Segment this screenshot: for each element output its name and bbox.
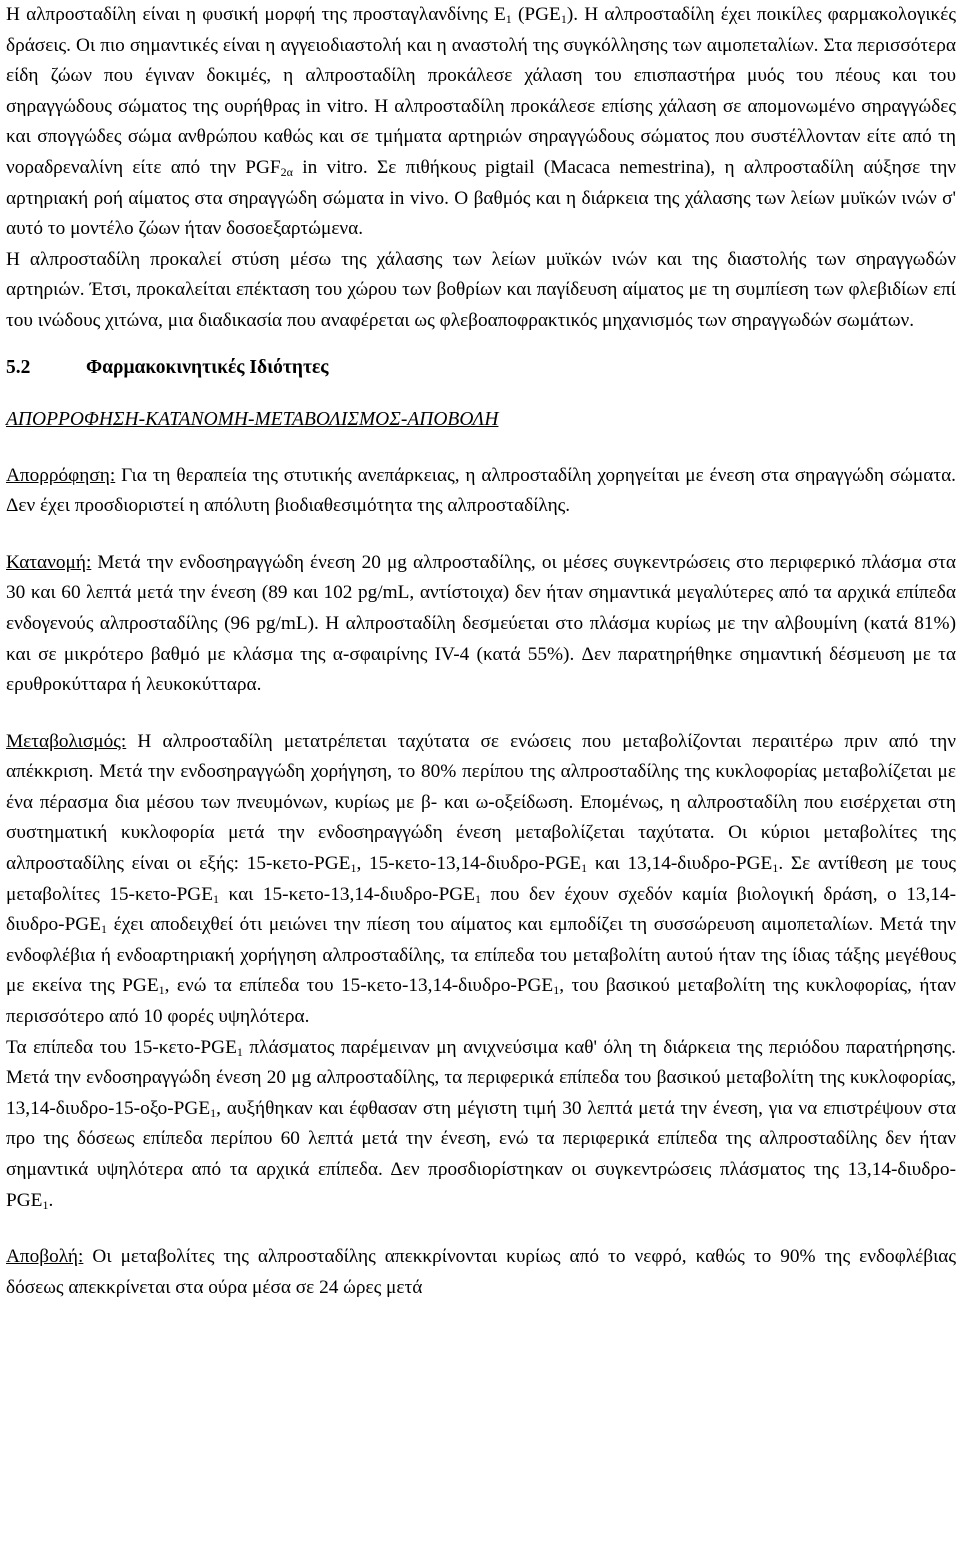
subscript: 1 [772,861,779,876]
text-run: , αυξήθηκαν και έφθασαν στη μέγιστη τιμή 30 λεπτά μετά την ένεση, για να επιστρέψουν στα προ της δόσεως επίπεδα περίπου 60 λεπτά μετά την ένεση, ενώ τα περιφερικά επίπεδα της αλπροσταδίλης δεν ήταν σημαντικά υψηλότερα από τα αρχικά επίπεδα. Δεν προσδιορίστηκαν οι συγκεντρώσεις πλάσματος της 13,14-διυδρο- PGE [6,1097,956,1211]
section-number: 5.2 [6,356,31,378]
metabolism-paragraph [6,727,956,1033]
text-run: Οι μεταβολίτες της αλπροσταδίλης απεκκρίνονται κυρίως από το νεφρό, καθώς το 90% της ενδοφλέβιας δόσεως απεκκρίνεται στα ούρα μέσα σε 24 ώρες μετά [6,1246,956,1298]
subscript: 1 [553,983,560,998]
distribution-label: Κατανομή: [6,551,92,573]
elimination-paragraph [6,1242,956,1303]
text-run: που δεν έχουν σχεδόν καμία βιολογική δράση, ο 13,14-διυδρο-PGE [6,883,956,936]
text-run: Μετά την ενδοσηραγγώδη ένεση 20 μg αλπροσταδίλης, οι μέσες συγκεντρώσεις στο περιφερικό πλάσμα στα 30 και 60 λεπτά μετά την ένεση (89 και 102 pg/mL, αντίστοιχα) δεν ήταν σημαντικά μεγαλύτερες από τα αρχικά επίπεδα ενδογενούς αλπροσταδίλης (96 pg/mL). Η αλπροσταδίλη δεσμεύεται στο πλάσμα κυρίως με την αλβουμίνη (κατά 81%) και σε μικρότερο βαθμό με κλάσμα της α-σφαιρίνης IV-4 (κατά 55%). Δεν παρατηρήθηκε σημαντική δέσμευση με τα ερυθροκύτταρα ή λευκοκύτταρα. [6,551,956,696]
text-run: Για τη θεραπεία της στυτικής ανεπάρκειας, η αλπροσταδίλη χορηγείται με ένεση στα σηραγγώδη σώματα. Δεν έχει προσδιοριστεί η απόλυτη βιοδιαθεσιμότητα της αλπροσταδίλης. [6,464,956,517]
text-run: και 15-κετο-13,14-διυδρο-PGE [219,883,476,905]
distribution-paragraph [6,548,956,701]
metabolism-label: Μεταβολισμός: [6,730,127,752]
section-title: Φαρμακοκινητικές Ιδιότητες [86,356,329,378]
text-run: πλάσματος παρέμειναν μη ανιχνεύσιμα καθ' όλη τη διάρκεια της περιόδου παρατήρησης. Μετά την ενδοσηραγγώδη ένεση 20 μg αλπροσταδίλης, τα περιφερικά επίπεδα του βασικού μεταβολίτη της κυκλοφορίας, 13,14-διυδρο-15-οξο-PGE [6,1036,956,1119]
subscript: 1 [581,861,588,876]
text-run: in vitro. Σε πιθήκους pigtail (Macaca nemestrina), η αλπροσταδίλη αύξησε την αρτηριακή ροή αίματος στα σηραγγώδη σώματα in vivo. Ο βαθμός και η διάρκεια της χάλασης των λείων μυϊκών ινών σ' αυτό το μοντέλο ζώων ήταν δοσοεξαρτώμενα. [6,156,957,240]
text-run: (PGE [511,4,561,25]
subscript: 1 [158,983,165,998]
text-run: , του βασικού μεταβολίτη της κυκλοφορίας, ήταν περισσότερο από 10 φορές υψηλότερα. [6,975,956,1028]
text-run: . [48,1189,54,1211]
intro-paragraph-1 [6,0,956,245]
subscript: 2α [280,164,293,179]
subscript: 1 [236,1044,243,1059]
subscript: 1 [475,891,482,906]
elimination-label: Αποβολή: [6,1246,84,1268]
plasma-levels-paragraph [6,1033,956,1217]
intro-paragraph-2: Η αλπροσταδίλη προκαλεί στύση μέσω της χάλασης των λείων μυϊκών ινών και της διαστολής των σηραγγωδών αρτηριών. Έτσι, προκαλείται επέκταση του χώρου των βοθρίων και παγίδευση αίματος με τη συμπίεση των φλεβιδίων επί του ινώδους χιτώνα, μια διαδικασία που αναφέρεται ως φλεβοαποφρακτικός μηχανισμός των σηραγγωδών σωμάτων. [6,248,956,331]
subsection-heading: ΑΠΟΡΡΟΦΗΣΗ-ΚΑΤΑΝΟΜΗ-ΜΕΤΑΒΟΛΙΣΜΟΣ-ΑΠΟΒΟΛΗ [6,408,499,430]
absorption-label: Απορρόφηση: [6,464,116,486]
text-run: , 15-κετο-13,14-διυδρο-PGE [356,853,582,875]
text-run: και 13,14-διυδρο-PGE [587,853,773,875]
subscript: 1 [350,861,357,876]
absorption-paragraph [6,461,956,522]
text-run: Η αλπροσταδίλη είναι η φυσική μορφή της προσταγλανδίνης Ε [6,4,506,25]
subscript: 1 [210,1105,217,1120]
section-heading [6,353,956,383]
text-run: Η αλπροσταδίλη μετατρέπεται ταχύτατα σε ενώσεις που μεταβολίζονται περαιτέρω πριν από την απέκκριση. Μετά την ενδοσηραγγώδη χορήγηση, το 80% περίπου της αλπροσταδίλης της κυκλοφορίας μεταβολίζεται με ένα πέρασμα δια μέσου των πνευμόνων, κυρίως με β- και ω-οξείδωση. Επομένως, η αλπροσταδίλη που εισέρχεται στη συστηματική κυκλοφορία μετά την ενδοσηραγγώδη ένεση μεταβολίζεται ταχύτατα. Οι κύριοι μεταβολίτες της αλπροσταδίλης είναι οι εξής: 15-κετο-PGE [6,730,956,875]
subscript: 1 [101,922,108,937]
subscript: 1 [560,12,567,26]
subscript: 1 [505,12,512,26]
text-run: ). Η αλπροσταδίλη έχει ποικίλες φαρμακολογικές δράσεις. Οι πιο σημαντικές είναι η αγγειοδιαστολή και η αναστολή της συγκόλλησης των αιμοπεταλίων. Στα περισσότερα είδη ζώων που έγιναν δοκιμές, η αλπροσταδίλη προκάλεσε χάλαση του επισπαστήρα μυός του πέους και του σηραγγώδους σώματος της ουρήθρας in vitro. Η αλπροσταδίλη προκάλεσε επίσης χάλαση σε απομονωμένο σηραγγώδες και σπογγώδες σώμα ανθρώπου καθώς και σε τμήματα αρτηριών σηραγγώδους σώματος που συστέλλονταν είτε από τη νοραδρεναλίνη είτε από την PGF [6,4,957,178]
text-run: , ενώ τα επίπεδα του 15-κετο-13,14-διυδρο-PGE [164,975,554,997]
subscript: 1 [213,891,220,906]
text-run: . Σε αντίθεση με τους μεταβολίτες 15-κετο-PGE [6,853,956,905]
subscript: 1 [42,1197,49,1212]
text-run: έχει αποδειχθεί ότι μειώνει την πίεση του αίματος και εμποδίζει τη συσσώρευση αιμοπεταλίων. Μετά την ενδοφλέβια ή ενδοαρτηριακή χορήγηση αλπροσταδίλης, τα επίπεδα του μεταβολίτη αυτού ήταν της ίδιας τάξης μεγέθους με εκείνα της PGE [6,914,956,997]
text-run: Τα επίπεδα του 15-κετο-PGE [6,1036,237,1058]
